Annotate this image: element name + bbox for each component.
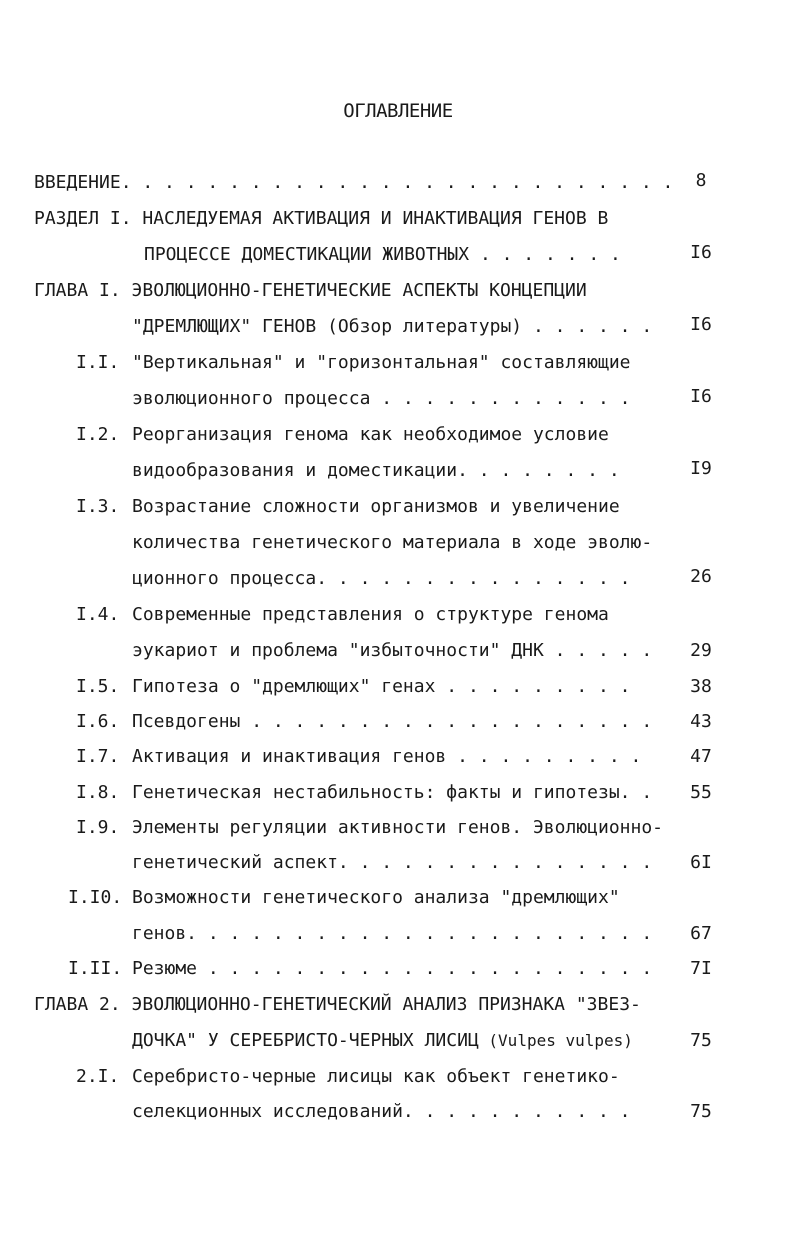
page-title: ОГЛАВЛЕНИЕ xyxy=(343,100,453,122)
toc-entry-text: Возможности генетического анализа "дремлющих" xyxy=(132,887,620,908)
toc-page-number: 47 xyxy=(690,746,712,767)
toc-page-number: 6I xyxy=(690,852,712,873)
toc-entry-text: ГЛАВА 2. ЭВОЛЮЦИОННО-ГЕНЕТИЧЕСКИЙ АНАЛИЗ ПРИЗНАКА "ЗВЕЗ- xyxy=(34,994,641,1015)
toc-entry-number: 2.I. xyxy=(76,1066,120,1087)
toc-entry-text xyxy=(132,1030,633,1052)
toc-entry-text: селекционных исследований. . . . . . . . . . . xyxy=(132,1101,631,1122)
toc-entry-title: ДОЧКА" У СЕРЕБРИСТО-ЧЕРНЫХ ЛИСИЦ xyxy=(132,1030,479,1051)
toc-entry-text: Активация и инактивация генов . . . . . . . . . xyxy=(132,746,642,767)
toc-entry-text: Гипотеза о "дремлющих" генах . . . . . . . . . xyxy=(132,676,631,697)
toc-entry-latin-name: (Vulpes vulpes) xyxy=(478,1031,633,1050)
toc-entry-text: ГЛАВА I. ЭВОЛЮЦИОННО-ГЕНЕТИЧЕСКИЕ АСПЕКТЫ КОНЦЕПЦИИ xyxy=(34,280,587,301)
toc-entry-text: эукариот и проблема "избыточности" ДНК . . . . . xyxy=(132,640,653,661)
toc-entry-number: I.3. xyxy=(76,496,120,517)
toc-entry-text: ционного процесса. . . . . . . . . . . . . . . xyxy=(132,568,631,589)
toc-entry-text: количества генетического материала в ходе эволю- xyxy=(132,532,653,553)
toc-page-number: 55 xyxy=(690,782,712,803)
toc-entry-text: Серебристо-черные лисицы как объект генетико- xyxy=(132,1066,620,1087)
toc-entry-number: I.9. xyxy=(76,817,120,838)
toc-entry-text: Реорганизация генома как необходимое условие xyxy=(132,424,609,445)
toc-page-number: I6 xyxy=(690,314,712,335)
toc-entry-number: I.I0. xyxy=(68,887,123,908)
toc-entry-number: I.6. xyxy=(76,711,120,732)
toc-page-number: 38 xyxy=(690,676,712,697)
toc-entry-text: генетический аспект. . . . . . . . . . . . . . . xyxy=(132,852,653,873)
toc-page-number: I9 xyxy=(690,458,712,479)
toc-entry-text: Элементы регуляции активности генов. Эволюционно- xyxy=(132,817,664,838)
toc-entry-text: ВВЕДЕНИЕ. . . . . . . . . . . . . . . . . . . . . . . . . . xyxy=(34,172,674,193)
toc-page-number: 29 xyxy=(690,640,712,661)
toc-entry-text: "ДРЕМЛЮЩИХ" ГЕНОВ (Обзор литературы) . . . . . . xyxy=(132,316,653,337)
toc-page-number: 67 xyxy=(690,923,712,944)
toc-entry-text: Возрастание сложности организмов и увеличение xyxy=(132,496,620,517)
toc-entry-number: I.II. xyxy=(68,958,123,979)
toc-page-number: 7I xyxy=(690,958,712,979)
toc-entry-number: I.8. xyxy=(76,782,120,803)
toc-entry-number: I.7. xyxy=(76,746,120,767)
toc-entry-number: I.2. xyxy=(76,424,120,445)
toc-entry-text: видообразования и доместикации. . . . . . . . xyxy=(132,460,620,481)
toc-page-number: 26 xyxy=(690,566,712,587)
toc-entry-text: "Вертикальная" и "горизонтальная" составляющие xyxy=(132,352,631,373)
toc-entry-text: РАЗДЕЛ I. НАСЛЕДУЕМАЯ АКТИВАЦИЯ И ИНАКТИВАЦИЯ ГЕНОВ В xyxy=(34,208,609,229)
toc-page-number: 8 xyxy=(695,170,707,191)
toc-entry-text: Псевдогены . . . . . . . . . . . . . . . . . . . xyxy=(132,711,653,732)
toc-entry-text: ПРОЦЕССЕ ДОМЕСТИКАЦИИ ЖИВОТНЫХ . . . . . . . xyxy=(144,244,621,265)
toc-entry-text: эволюционного процесса . . . . . . . . . . . . xyxy=(132,388,631,409)
toc-entry-text: Современные представления о структуре генома xyxy=(132,604,609,625)
toc-page-number: I6 xyxy=(690,386,712,407)
toc-page-number: 75 xyxy=(690,1030,712,1051)
toc-entry-number: I.5. xyxy=(76,676,120,697)
toc-page-number: I6 xyxy=(690,242,712,263)
toc-entry-text: Генетическая нестабильность: факты и гипотезы. . xyxy=(132,782,653,803)
toc-entry-text: генов. . . . . . . . . . . . . . . . . . . . . . xyxy=(132,923,653,944)
toc-page-number: 75 xyxy=(690,1101,712,1122)
toc-entry-text: Резюме . . . . . . . . . . . . . . . . . . . . . xyxy=(132,958,653,979)
toc-entry-number: I.I. xyxy=(76,352,120,373)
toc-page-number: 43 xyxy=(690,711,712,732)
toc-entry-number: I.4. xyxy=(76,604,120,625)
